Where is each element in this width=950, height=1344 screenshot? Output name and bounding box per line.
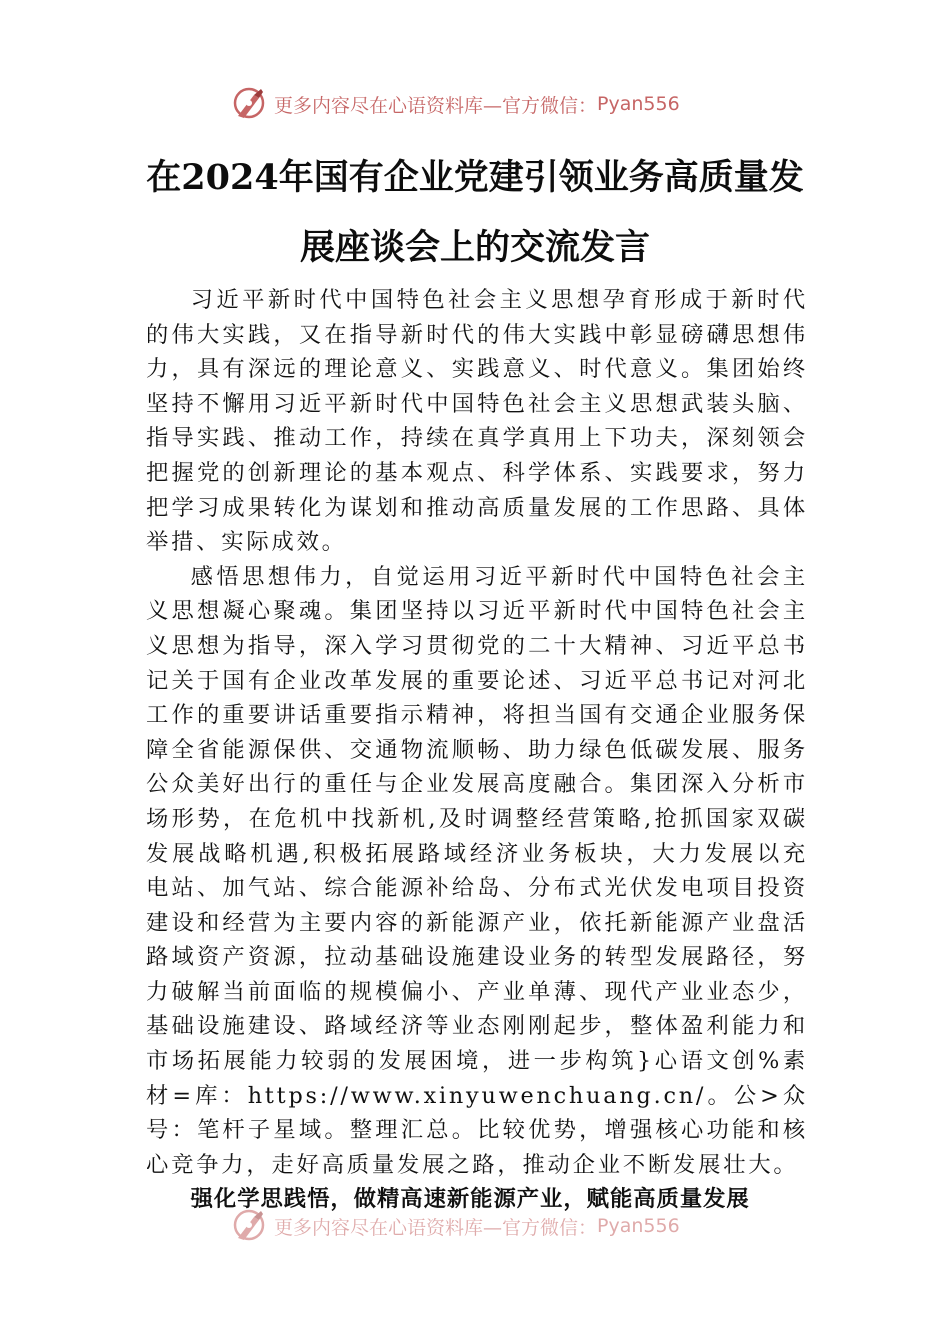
watermark-footer bbox=[232, 1206, 752, 1246]
document-body bbox=[146, 283, 808, 1217]
body-paragraph: 习近平新时代中国特色社会主义思想孕育形成于新时代的伟大实践，又在指导新时代的伟大实践中彰显磅礴思想伟力，具有深远的理论意义、实践意义、时代意义。集团始终坚持不懈用习近平新时代中国特色社会主义思想武装头脑、指导实践、推动工作，持续在真学真用上下功夫，深刻领会把握党的创新理论的基本观点、科学体系、实践要求，努力把学习成果转化为谋划和推动高质量发展的工作思路、具体举措、实际成效。 bbox=[146, 287, 808, 556]
body-paragraph: 感悟思想伟力，自觉运用习近平新时代中国特色社会主义思想凝心聚魂。集团坚持以习近平新时代中国特色社会主义思想为指导，深入学习贯彻党的二十大精神、习近平总书记关于国有企业改革发展的重要论述、习近平总书记对河北工作的重要讲话重要指示精神，将担当国有交通企业服务保障全省能源保供、交通物流顺畅、助力绿色低碳发展、服务公众美好出行的重任与企业发展高度融合。集团深入分析市场形势，在危机中找新机,及时调整经营策略,抢抓国家双碳发展战略机遇,积极拓展路域经济业务板块，大力发展以充电站、加气站、综合能源补给岛、分布式光伏发电项目投资建设和经营为主要内容的新能源产业，依托新能源产业盘活路域资产资源，拉动基础设施建设业务的转型发展路径，努力破解当前面临的规模偏小、产业单薄、现代产业业态少，基础设施建设、路域经济等业态刚刚起步，整体盈利能力和市场拓展能力较弱的发展困境，进一步构筑}心语文创%素材=库：https://www.xinyuwenchuang.cn/。公>众号：笔杆子星域。整理汇总。比较优势，增强核心功能和核心竞争力，走好高质量发展之路，推动企业不断发展壮大。 bbox=[146, 563, 808, 1178]
document-title-line-2: 展座谈会上的交流发言 bbox=[299, 227, 650, 268]
pen-logo-icon bbox=[232, 86, 268, 122]
document-title-line-1: 在2024年国有企业党建引领业务高质量发 bbox=[146, 157, 804, 198]
pen-logo-icon bbox=[232, 1208, 268, 1244]
watermark-header bbox=[232, 84, 752, 124]
watermark-text: 更多内容尽在心语资料库—官方微信： bbox=[274, 1216, 598, 1239]
watermark-wechat-id: Pyan556 bbox=[597, 1215, 680, 1237]
watermark-text: 更多内容尽在心语资料库—官方微信： bbox=[274, 94, 598, 117]
watermark-wechat-id: Pyan556 bbox=[597, 93, 680, 115]
section-heading: 强化学思践悟，做精高速新能源产业，赋能高质量发展 bbox=[190, 1186, 750, 1213]
